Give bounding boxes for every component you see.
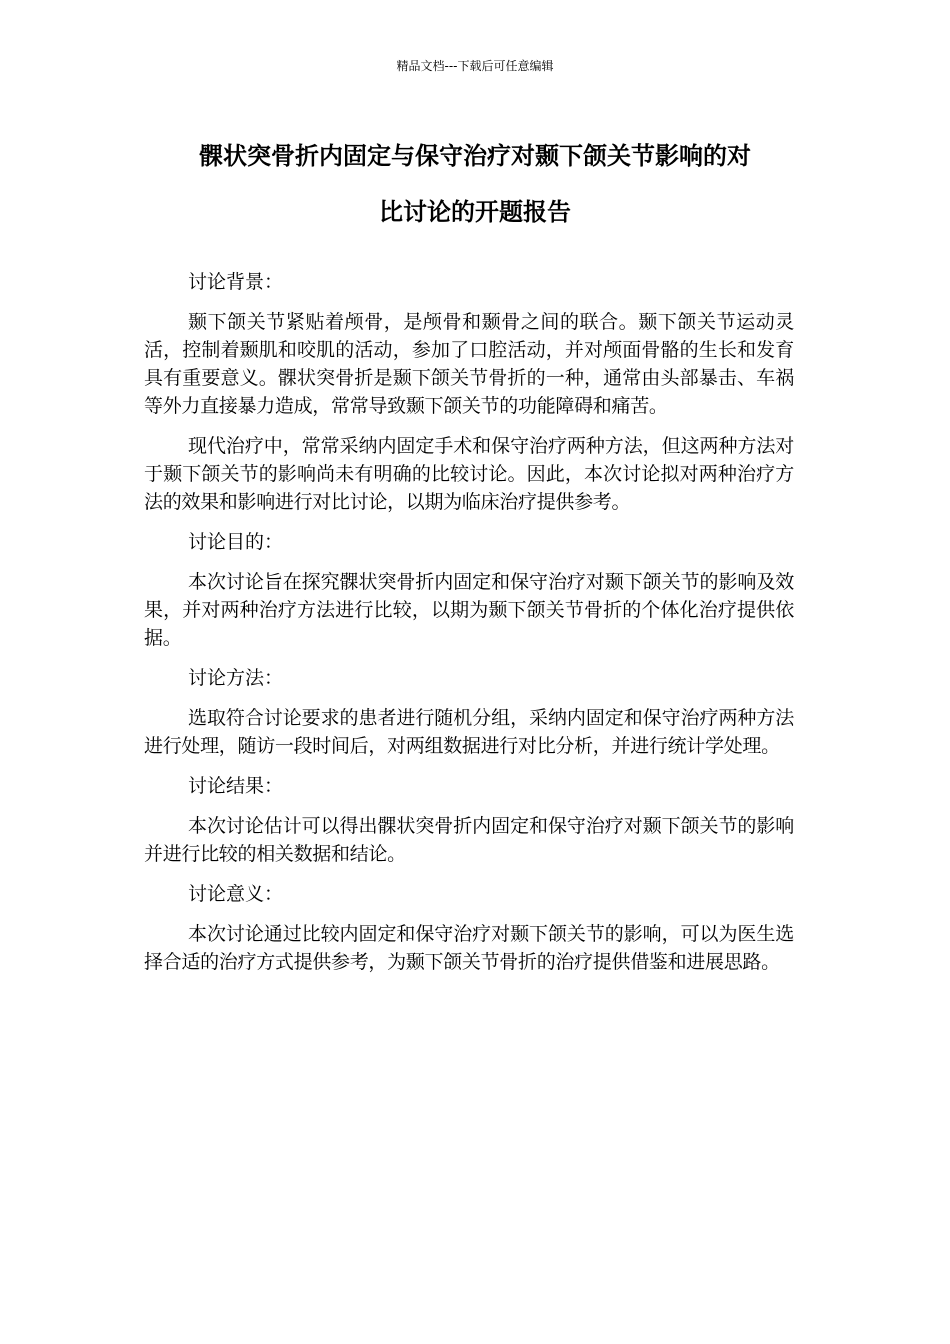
method-paragraph: 选取符合讨论要求的患者进行随机分组，采纳内固定和保守治疗两种方法进行处理，随访一段时间后，对两组数据进行对比分析，并进行统计学处理。 xyxy=(144,707,794,757)
title-line-1: 髁状突骨折内固定与保守治疗对颞下颌关节影响的对 xyxy=(199,142,751,170)
results-paragraph: 本次讨论估计可以得出髁状突骨折内固定和保守治疗对颞下颌关节的影响并进行比较的相关数据和结论。 xyxy=(144,815,794,865)
section-heading-purpose: 讨论目的： xyxy=(188,531,284,553)
title-line-2: 比讨论的开题报告 xyxy=(379,198,571,226)
section-heading-background: 讨论背景： xyxy=(188,271,284,293)
page-header: 精品文档---下载后可任意编辑 xyxy=(396,59,554,73)
purpose-paragraph: 本次讨论旨在探究髁状突骨折内固定和保守治疗对颞下颌关节的影响及效果，并对两种治疗方法进行比较，以期为颞下颌关节骨折的个体化治疗提供依据。 xyxy=(144,571,794,649)
section-heading-method: 讨论方法： xyxy=(188,667,284,689)
background-paragraph-2: 现代治疗中，常常采纳内固定手术和保守治疗两种方法，但这两种方法对于颞下颌关节的影响尚未有明确的比较讨论。因此，本次讨论拟对两种治疗方法的效果和影响进行对比讨论，以期为临床治疗提供参考。 xyxy=(144,435,794,513)
significance-paragraph: 本次讨论通过比较内固定和保守治疗对颞下颌关节的影响，可以为医生选择合适的治疗方式提供参考，为颞下颌关节骨折的治疗提供借鉴和进展思路。 xyxy=(144,923,794,973)
section-heading-significance: 讨论意义： xyxy=(188,883,284,905)
document-title xyxy=(140,128,810,240)
background-paragraph-1: 颞下颌关节紧贴着颅骨，是颅骨和颞骨之间的联合。颞下颌关节运动灵活，控制着颞肌和咬肌的活动，参加了口腔活动，并对颅面骨骼的生长和发育具有重要意义。髁状突骨折是颞下颌关节骨折的一种，通常由头部暴击、车祸等外力直接暴力造成，常常导致颞下颌关节的功能障碍和痛苦。 xyxy=(144,311,794,417)
document-body xyxy=(144,268,794,988)
section-heading-results: 讨论结果： xyxy=(188,775,284,797)
